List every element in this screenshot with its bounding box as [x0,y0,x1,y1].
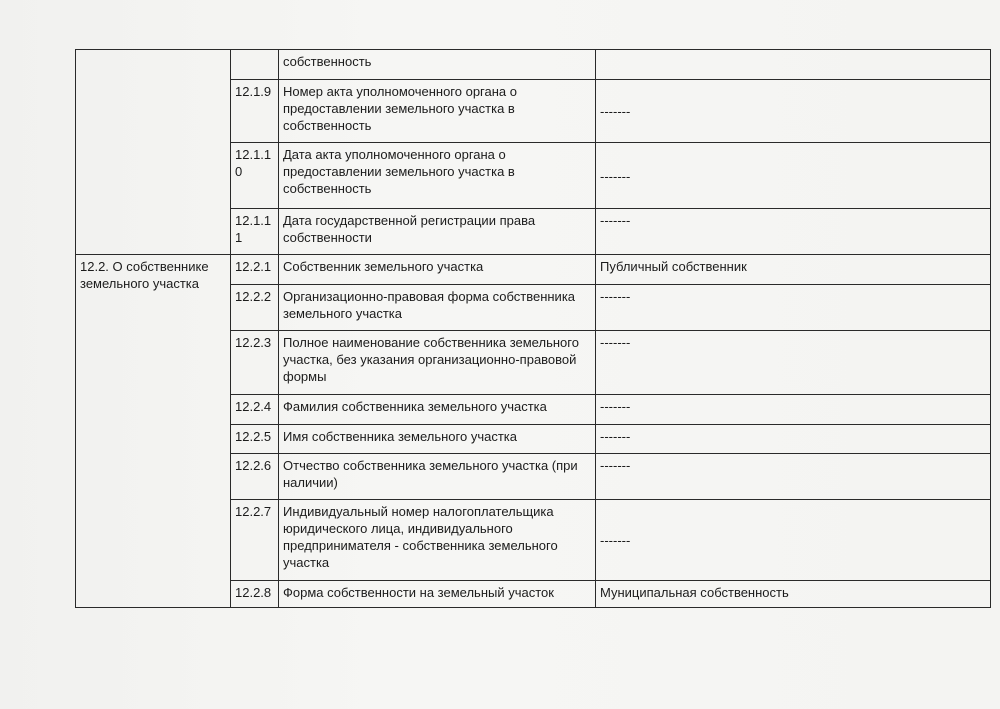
row-value: ------- [596,454,991,500]
row-code: 12.2.3 [231,331,279,395]
land-plot-info-table [75,49,991,608]
row-code: 12.2.7 [231,500,279,581]
row-code: 12.1.9 [231,80,279,143]
row-code: 12.2.1 [231,255,279,285]
row-value [596,50,991,80]
row-label: Полное наименование собственника земельного участка, без указания организационно-правовой формы [279,331,596,395]
row-value: ------- [596,331,991,395]
row-label: Дата акта уполномоченного органа о предоставлении земельного участка в собственность [279,143,596,209]
row-code: 12.1.1 1 [231,209,279,255]
row-label: Собственник земельного участка [279,255,596,285]
row-label: Форма собственности на земельный участок [279,581,596,608]
row-code: 12.2.2 [231,285,279,331]
section-cell [76,50,231,255]
row-label: Фамилия собственника земельного участка [279,395,596,425]
row-value: ------- [596,425,991,454]
row-code: 12.1.1 0 [231,143,279,209]
row-code: 12.2.6 [231,454,279,500]
row-value: ------- [596,80,991,143]
row-label: Имя собственника земельного участка [279,425,596,454]
row-label: Индивидуальный номер налогоплательщика юридического лица, индивидуального предпринимателя - собственника земельного участка [279,500,596,581]
table-row [76,50,991,80]
row-label: Организационно-правовая форма собственника земельного участка [279,285,596,331]
row-label: Отчество собственника земельного участка (при наличии) [279,454,596,500]
row-value: ------- [596,395,991,425]
row-code [231,50,279,80]
row-code: 12.2.4 [231,395,279,425]
row-value: ------- [596,209,991,255]
row-code: 12.2.8 [231,581,279,608]
row-label: Номер акта уполномоченного органа о предоставлении земельного участка в собственность [279,80,596,143]
row-value: ------- [596,500,991,581]
row-value: Публичный собственник [596,255,991,285]
row-label: собственность [279,50,596,80]
row-value: ------- [596,143,991,209]
section-cell: 12.2. О собственнике земельного участка [76,255,231,608]
row-label: Дата государственной регистрации права собственности [279,209,596,255]
table-row [76,255,991,285]
row-value: Муниципальная собственность [596,581,991,608]
row-value: ------- [596,285,991,331]
row-code: 12.2.5 [231,425,279,454]
